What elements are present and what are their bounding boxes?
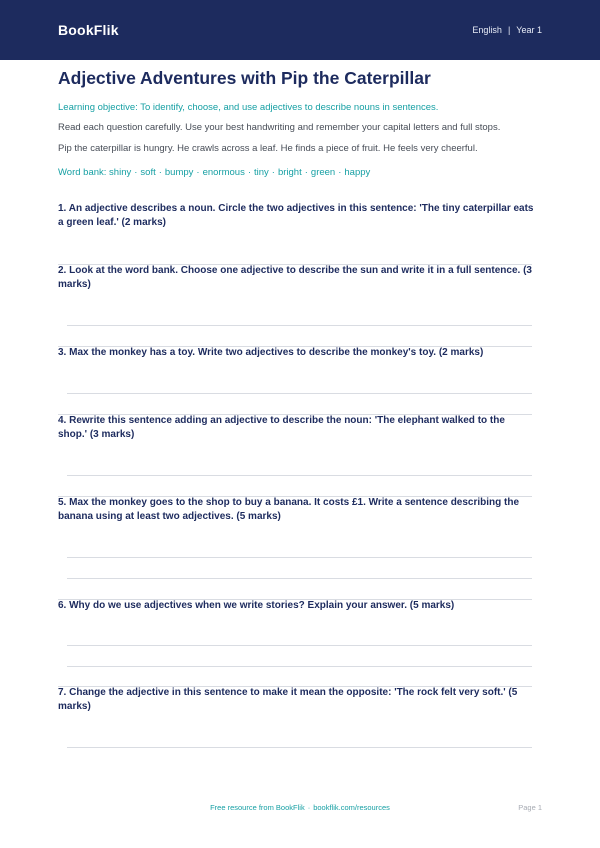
page-footer [0,803,600,812]
page-title: Adjective Adventures with Pip the Caterpillar [58,68,431,88]
footer-link[interactable]: bookflik.com/resources [313,803,390,812]
word-bank-label: Word bank: [58,167,107,178]
question-5: 5. Max the monkey goes to the shop to buy a banana. It costs £1. Write a sentence describing the banana using at least two adjectives. (5 marks) [58,497,520,522]
answer-line[interactable] [67,645,532,646]
answer-line[interactable] [67,747,532,748]
story-text: Pip the caterpillar is hungry. He crawls across a leaf. He finds a piece of fruit. He feels very cheerful. [58,143,478,154]
word-bank-word: happy [344,167,371,178]
word-bank-word: green [310,167,336,178]
meta-separator: | [507,25,511,35]
instructions-text: Read each question carefully. Use your best handwriting and remember your capital letters and full stops. [58,122,501,133]
question-2: 2. Look at the word bank. Choose one adjective to describe the sun and write it in a full sentence. (3 marks) [58,265,532,290]
subject-label: English [472,25,502,35]
learning-objective: Learning objective: To identify, choose, and use adjectives to describe nouns in sentences. [58,102,439,113]
brand-logo[interactable]: BookFlik [58,22,119,38]
answer-line[interactable] [67,475,532,476]
word-bank-word: shiny [109,167,132,178]
question-3: 3. Max the monkey has a toy. Write two adjectives to describe the monkey's toy. (2 marks) [58,347,484,358]
word-bank-word: soft [140,167,156,178]
question-1: 1. An adjective describes a noun. Circle the two adjectives in this sentence: 'The tiny caterpillar eats a green leaf.' (2 marks) [58,203,534,228]
word-bank: Word bank: shiny · soft · bumpy · enormous · tiny · bright · green · happy [58,167,371,178]
answer-line[interactable] [67,325,532,326]
intro-section [58,62,532,178]
word-bank-word: bumpy [164,167,194,178]
word-bank-word: bright [277,167,302,178]
footer-source: Free resource from BookFlik [210,803,305,812]
page-number: Page 1 [518,803,542,812]
question-4: 4. Rewrite this sentence adding an adjective to describe the noun: 'The elephant walked to the shop.' (3 marks) [58,415,505,440]
question-6: 6. Why do we use adjectives when we write stories? Explain your answer. (5 marks) [58,600,455,611]
page-header [0,0,600,60]
header-meta [472,25,542,35]
word-bank-word: enormous [202,167,245,178]
word-bank-word: tiny [254,167,269,178]
footer-dot: · [307,803,311,812]
question-7: 7. Change the adjective in this sentence to make it mean the opposite: 'The rock felt very soft.' (5 marks) [58,687,518,712]
answer-line[interactable] [67,393,532,394]
answer-line[interactable] [67,557,532,558]
answer-line[interactable] [67,666,532,667]
answer-line[interactable] [67,578,532,579]
year-label: Year 1 [516,25,542,35]
